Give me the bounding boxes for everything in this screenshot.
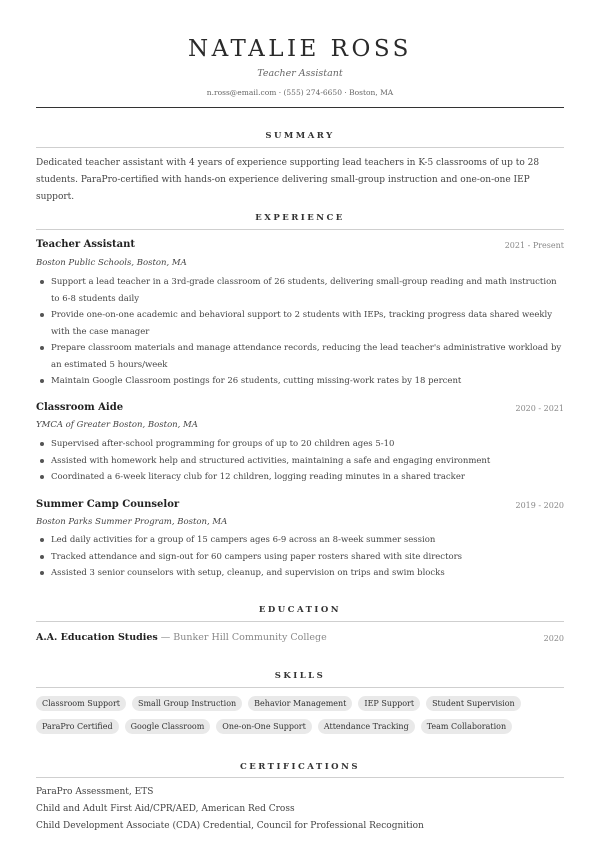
candidate-title: Teacher Assistant <box>257 68 343 79</box>
summary-heading: SUMMARY <box>265 131 335 141</box>
job-title: Teacher Assistant <box>36 239 136 250</box>
bullet-item: Provide one-on-one academic and behavioral support to 2 students with IEPs, tracking progress data shared weekly with the case manager <box>36 307 564 340</box>
education-year: 2020 <box>543 634 564 643</box>
skill-chip: Team Collaboration <box>421 719 512 734</box>
bullet-item: Supervised after-school programming for groups of up to 20 children ages 5-10 <box>36 436 564 453</box>
certification-item: ParaPro Assessment, ETS <box>36 787 154 797</box>
job-dates: 2021 - Present <box>504 241 564 250</box>
job-organization: Boston Public Schools, Boston, MA <box>36 258 187 268</box>
skills-heading: SKILLS <box>274 671 326 681</box>
candidate-name: NATALIE ROSS <box>188 36 412 62</box>
summary-divider <box>36 147 564 148</box>
certification-item: Child and Adult First Aid/CPR/AED, American Red Cross <box>36 804 295 814</box>
skill-chip: Google Classroom <box>125 719 211 734</box>
job-title: Summer Camp Counselor <box>36 499 180 510</box>
experience-divider <box>36 229 564 230</box>
skills-divider <box>36 687 564 688</box>
skill-chip: Behavior Management <box>248 696 352 711</box>
education-heading: EDUCATION <box>258 605 342 615</box>
job-bullets <box>36 532 564 582</box>
skill-chip: Small Group Instruction <box>132 696 242 711</box>
certifications-divider <box>36 777 564 778</box>
skill-chip: IEP Support <box>358 696 420 711</box>
certification-item: Child Development Associate (CDA) Credential, Council for Professional Recognition <box>36 821 424 831</box>
bullet-item: Assisted with homework help and structured activities, maintaining a safe and engaging environment <box>36 453 564 470</box>
bullet-item: Support a lead teacher in a 3rd-grade classroom of 26 students, delivering small-group reading and math instruction to 6-8 students daily <box>36 274 564 307</box>
skill-chip: ParaPro Certified <box>36 719 119 734</box>
school-name: — Bunker Hill Community College <box>157 632 327 643</box>
job-title: Classroom Aide <box>36 402 124 413</box>
skills-list <box>36 696 564 742</box>
job-dates: 2020 - 2021 <box>515 404 564 413</box>
bullet-item: Assisted 3 senior counselors with setup, cleanup, and supervision on trips and swim blocks <box>36 565 564 582</box>
bullet-item: Tracked attendance and sign-out for 60 campers using paper rosters shared with site directors <box>36 549 564 566</box>
skills-row <box>36 696 564 711</box>
skill-chip: Student Supervision <box>426 696 521 711</box>
skills-row <box>36 719 564 734</box>
bullet-item: Maintain Google Classroom postings for 26 students, cutting missing-work rates by 18 percent <box>36 373 564 390</box>
job-dates: 2019 - 2020 <box>515 501 564 510</box>
skill-chip: Attendance Tracking <box>318 719 415 734</box>
job-bullets <box>36 436 564 486</box>
degree-name: A.A. Education Studies <box>36 632 158 643</box>
education-divider <box>36 621 564 622</box>
job-organization: Boston Parks Summer Program, Boston, MA <box>36 517 228 527</box>
bullet-item: Coordinated a 6-week literacy club for 12 children, logging reading minutes in a shared tracker <box>36 469 564 486</box>
experience-heading: EXPERIENCE <box>255 213 345 223</box>
bullet-item: Prepare classroom materials and manage attendance records, reducing the lead teacher's administrative workload by an estimated 5 hours/week <box>36 340 564 373</box>
summary-text: Dedicated teacher assistant with 4 years of experience supporting lead teachers in K-5 classrooms of up to 28 students. ParaPro-certified with hands-on experience delivering small-group instruction and one-on-one IEP support. <box>36 158 540 202</box>
skill-chip: Classroom Support <box>36 696 126 711</box>
job-bullets <box>36 274 564 390</box>
header-divider <box>36 107 564 108</box>
job-organization: YMCA of Greater Boston, Boston, MA <box>36 420 198 430</box>
skill-chip: One-on-One Support <box>216 719 312 734</box>
certifications-heading: CERTIFICATIONS <box>240 762 360 772</box>
contact-line: n.ross@email.com · (555) 274-6650 · Boston, MA <box>206 88 394 97</box>
bullet-item: Led daily activities for a group of 15 campers ages 6-9 across an 8-week summer session <box>36 532 564 549</box>
education-entry <box>36 632 327 643</box>
